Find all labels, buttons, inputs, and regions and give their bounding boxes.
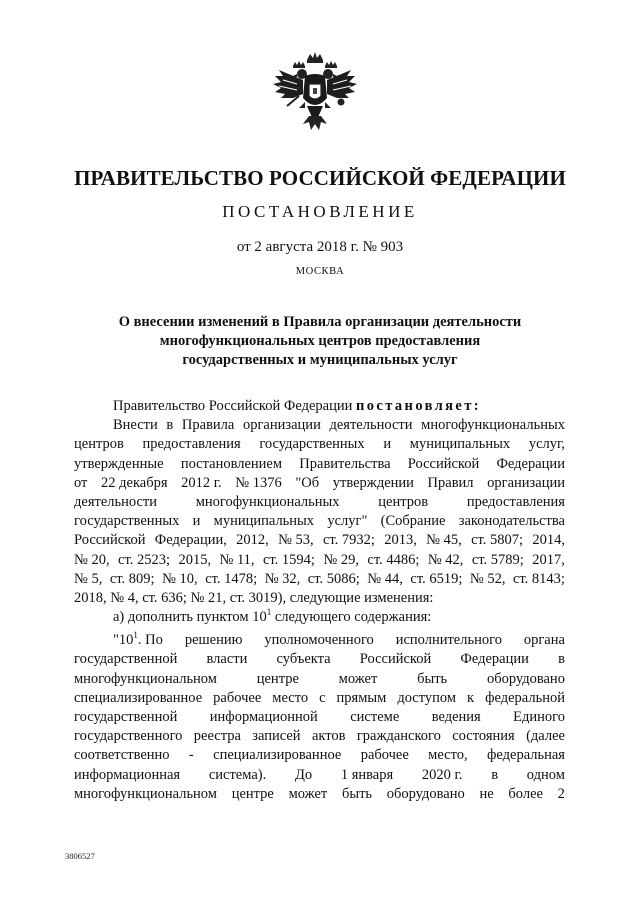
body-word: ст. 1478; — [205, 570, 258, 587]
document-city: МОСКВА — [295, 266, 345, 277]
body-word: утвержденные — [74, 455, 164, 472]
body-word: прямым — [336, 689, 387, 706]
document-heading — [80, 313, 560, 370]
heading-line: О внесении изменений в Правила организации деятельности — [118, 314, 522, 330]
body-word: № 20, — [74, 551, 110, 568]
body-word: предоставления — [466, 493, 565, 510]
body-line — [74, 512, 565, 531]
body-line — [74, 608, 565, 627]
body-word: ст. 5789; — [471, 551, 524, 568]
body-line — [74, 785, 565, 804]
body-word: рабочее — [360, 747, 409, 764]
body-word: До — [294, 766, 313, 783]
body-word: ст. 809; — [109, 570, 155, 587]
body-line — [74, 670, 565, 689]
body-word: № 42, — [427, 551, 464, 568]
body-word: № 53, — [278, 532, 314, 549]
body-word: ст. 6519; — [410, 570, 463, 587]
body-line — [74, 455, 565, 474]
body-line — [74, 493, 565, 512]
body-word: специализированное — [213, 747, 342, 764]
body-word: и — [192, 513, 201, 530]
body-line — [74, 708, 565, 727]
body-word: многофункциональных — [195, 493, 340, 510]
body-word: государственных — [259, 436, 365, 453]
body-word: № 44, — [367, 570, 403, 587]
body-line — [74, 416, 565, 435]
body-word: с — [319, 689, 326, 706]
body-word: государственного — [74, 728, 183, 745]
body-word: (Собрание — [380, 513, 446, 530]
body-word: Федерации — [460, 651, 529, 668]
body-word: записей — [252, 728, 301, 745]
body-word: муниципальных — [409, 436, 511, 453]
body-word: федеральной — [485, 689, 565, 706]
body-word: ст. 5807; — [471, 532, 524, 549]
body-word: быть — [417, 670, 448, 687]
heading-line: государственных и муниципальных услуг — [182, 352, 458, 368]
body-word: может — [288, 785, 328, 802]
body-word: ст. 2523; — [118, 551, 170, 568]
body-word: № 52, — [469, 570, 506, 587]
body-word: в — [558, 651, 565, 668]
body-line — [74, 570, 565, 589]
body-word: Правительства — [299, 455, 391, 472]
body-line — [74, 650, 565, 669]
body-word: и — [383, 436, 392, 453]
body-word: 2020 г. — [421, 766, 463, 783]
body-line — [74, 727, 565, 746]
body-word: 2012 г. — [181, 474, 222, 491]
superscript: 1 — [133, 630, 138, 641]
body-word: многофункциональном — [74, 785, 217, 802]
body-word: постановлением — [180, 455, 283, 472]
body-line — [74, 531, 565, 550]
body-word: государственной — [74, 709, 178, 725]
body-word: № 5, — [74, 570, 103, 587]
body-word: организации — [242, 417, 321, 434]
body-word: государственных — [74, 513, 180, 530]
body-word: Правил — [427, 474, 474, 491]
body-word: более — [508, 785, 543, 802]
body-text-run: Правительство Российской Федерации — [113, 398, 356, 414]
body-word: информационной — [209, 709, 318, 725]
body-word: решению — [184, 632, 243, 649]
body-word: многофункциональном — [74, 670, 217, 687]
body-word: специализированное — [74, 689, 203, 706]
body-word: № 11, — [219, 551, 255, 568]
body-word: (далее — [526, 728, 565, 745]
body-word: деятельности — [74, 493, 158, 510]
document-body — [74, 397, 565, 804]
body-word: власти — [206, 651, 248, 668]
body-word: ст. 1594; — [262, 551, 315, 568]
body-line — [74, 766, 565, 785]
body-word — [113, 631, 163, 650]
body-word: "Об — [295, 474, 320, 491]
body-word: Российской — [407, 455, 480, 472]
body-line — [74, 689, 565, 708]
body-word: в — [166, 417, 174, 434]
body-word: центре — [256, 670, 299, 687]
document-type: ПОСТАНОВЛЕНИЕ — [222, 202, 418, 221]
document-footer-code: 3806527 — [65, 851, 95, 861]
body-word: Федерации, — [154, 532, 227, 549]
body-word: деятельности — [329, 417, 413, 434]
body-word: Единого — [513, 709, 565, 725]
body-word: одном — [526, 766, 565, 783]
body-word: федеральная — [486, 747, 565, 764]
body-word: оборудовано — [486, 670, 565, 687]
body-word: система). — [208, 766, 267, 783]
body-word: 2015, — [178, 551, 212, 568]
body-word: не — [479, 785, 494, 802]
body-text-run: . По — [137, 632, 163, 649]
body-word: № 29, — [323, 551, 359, 568]
body-word: состояния — [452, 728, 515, 745]
body-word: Российской — [74, 532, 146, 549]
body-word: услуг" — [327, 513, 368, 530]
body-word: Правила — [181, 417, 235, 434]
body-word: 2014, — [532, 532, 565, 549]
body-word: ст. 7932; — [322, 532, 375, 549]
body-word: место — [272, 689, 309, 706]
body-word: ведения — [431, 709, 481, 725]
body-word: ст. 4486; — [367, 551, 420, 568]
body-word: № 32, — [264, 570, 301, 587]
body-word: 1 января — [340, 766, 394, 783]
body-word: в — [491, 766, 499, 783]
body-word: многофункциональных — [421, 417, 565, 434]
body-word: может — [338, 670, 378, 687]
body-word: гражданского — [356, 728, 441, 745]
document-date-number: от 2 августа 2018 г. № 903 — [236, 239, 404, 255]
body-word: ст. 8143; — [512, 570, 565, 587]
body-word: центре — [231, 785, 274, 802]
body-word: центров — [74, 436, 124, 453]
body-line — [74, 631, 565, 650]
body-word: 22 декабря — [101, 474, 168, 491]
body-word: утверждении — [332, 474, 414, 491]
body-word: муниципальных — [213, 513, 315, 530]
body-word: субъекта — [276, 651, 331, 668]
body-word: организации — [487, 474, 565, 491]
body-emphasis: постановляет: — [355, 398, 482, 414]
body-line: 2018, № 4, ст. 636; № 21, ст. 3019), следующие изменения: — [74, 589, 434, 606]
government-title: ПРАВИТЕЛЬСТВО РОССИЙСКОЙ ФЕДЕРАЦИИ — [74, 166, 566, 190]
body-word: от — [74, 474, 88, 491]
body-word: актов — [311, 728, 346, 745]
body-word: законодательства — [458, 513, 565, 530]
body-line — [74, 435, 565, 454]
coat-of-arms-emblem — [269, 50, 361, 140]
heading-line: многофункциональных центров предоставления — [159, 333, 481, 349]
body-line — [74, 397, 565, 416]
body-word: рабочее — [213, 689, 262, 706]
body-line — [74, 746, 565, 765]
body-word: соответственно — [74, 747, 170, 764]
body-word: государственной — [74, 651, 178, 668]
body-word: Внести — [113, 417, 158, 434]
body-word: Российской — [359, 651, 432, 668]
body-word: предоставления — [142, 436, 241, 453]
body-word: системе — [350, 709, 400, 725]
body-word: доступом — [397, 689, 457, 706]
body-line — [74, 474, 565, 493]
body-word: 2012, — [236, 532, 269, 549]
body-word: услуг, — [528, 436, 565, 453]
body-word: исполнительного — [395, 632, 502, 649]
body-word: место, — [428, 747, 468, 764]
body-text-run: "10 — [113, 632, 134, 649]
body-word: - — [188, 747, 194, 764]
body-text-run: следующего содержания: — [271, 609, 432, 626]
body-word: центров — [378, 493, 429, 510]
body-word: уполномоченного — [264, 632, 374, 649]
body-line — [74, 551, 565, 570]
body-word: ст. 5086; — [307, 570, 360, 587]
body-word: оборудовано — [386, 785, 465, 802]
body-word: Федерации — [496, 455, 565, 472]
body-word: быть — [341, 785, 373, 802]
body-word: № 45, — [426, 532, 462, 549]
superscript: 1 — [266, 607, 272, 618]
body-word: реестра — [193, 728, 241, 745]
body-word: 2013, — [384, 532, 417, 549]
body-word: № 10, — [162, 570, 198, 587]
body-word: информационная — [74, 766, 181, 783]
body-word: № 1376 — [235, 474, 282, 491]
body-word: к — [467, 689, 475, 706]
body-word: 2 — [557, 785, 565, 802]
body-word: 2017, — [532, 551, 565, 568]
body-text-run: а) дополнить пунктом 10 — [113, 609, 267, 626]
body-word: органа — [523, 632, 565, 649]
